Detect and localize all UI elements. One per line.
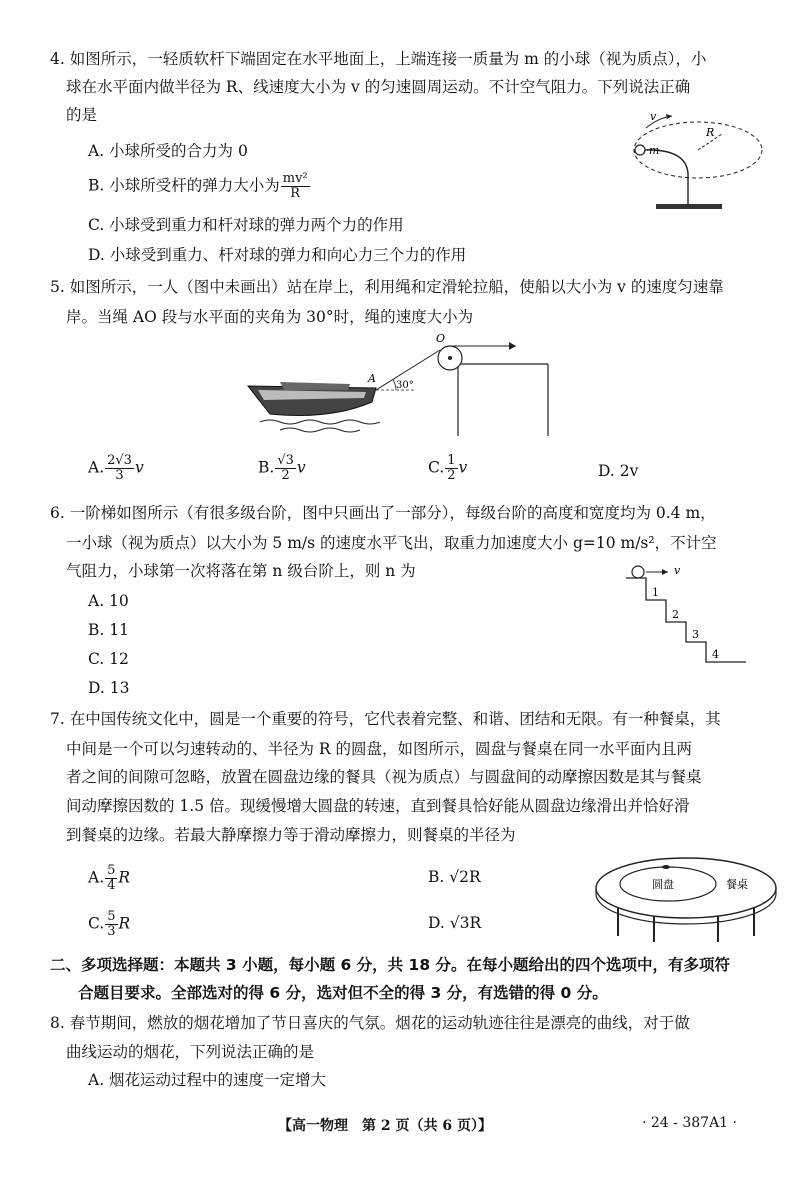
q5-label-o: O [436, 332, 446, 345]
q5-option-b [258, 454, 306, 483]
q4-option-b-fraction [281, 172, 310, 201]
q4-ball [635, 145, 645, 155]
q5-figure-boat-pulley [240, 332, 560, 442]
q5-pull-arrowhead [509, 342, 516, 350]
q6-label-v: v [674, 564, 681, 577]
q5-water-wave-1 [260, 420, 380, 424]
q5-option-c-numerator: 1 [447, 453, 456, 468]
q7-option-a-numerator: 5 [107, 863, 116, 878]
q4-option-b-text: B. 小球所受杆的弹力大小为 [88, 176, 280, 195]
q7-stem-line5: 到餐桌的边缘。若最大静摩擦力等于滑动摩擦力，则餐桌的半径为 [66, 826, 516, 844]
page-footer-center: 【高一物理 第 2 页（共 6 页）】 [278, 1118, 492, 1134]
q7-stem-line4: 间动摩擦因数的 1.5 倍。现缓慢增大圆盘的转速，直到餐具恰好能从圆盘边缘滑出并恰好滑 [66, 797, 690, 815]
q5-option-c-denominator: 2 [447, 468, 456, 483]
q4-option-a: A. 小球所受的合力为 0 [88, 142, 248, 160]
q7-option-a-denominator: 4 [107, 878, 116, 893]
q4-stem-line2: 球在水平面内做半径为 R、线速度大小为 v 的匀速圆周运动。不计空气阻力。下列说法正确 [66, 78, 691, 96]
q7-option-c [88, 910, 130, 939]
q4-stem-line1: 4. 如图所示，一轻质软杆下端固定在水平地面上，上端连接一质量为 m 的小球（视为质点），小 [50, 50, 707, 68]
q7-tableware [662, 865, 670, 869]
q6-option-b: B. 11 [88, 621, 129, 639]
q5-water-wave-2 [280, 428, 360, 432]
q7-option-d: D. √3R [428, 914, 482, 932]
section2-instructions-line2: 合题目要求。全部选对的得 6 分，选对但不全的得 3 分，有选错的得 0 分。 [78, 984, 608, 1002]
q5-option-c-var: v [458, 458, 468, 477]
q8-option-a: A. 烟花运动过程中的速度一定增大 [88, 1071, 327, 1089]
q7-option-a-var: R [118, 868, 131, 887]
q5-option-b-denominator: 2 [281, 468, 290, 483]
q7-label-disk: 圆盘 [652, 878, 674, 891]
q4-velocity-arrowhead [666, 114, 672, 119]
q5-option-c-letter: C. [428, 458, 445, 477]
q4-option-d: D. 小球受到重力、杆对球的弹力和向心力三个力的作用 [88, 246, 467, 264]
q6-stem-line2: 一小球（视为质点）以大小为 5 m/s 的速度水平飞出，取重力加速度大小 g=10 m/s²，不计空 [66, 534, 717, 552]
q6-figure-stairs [622, 560, 752, 668]
q6-option-d: D. 13 [88, 679, 130, 697]
q6-ball [632, 566, 644, 578]
q7-option-c-fraction [105, 910, 117, 939]
q5-label-angle: 30° [396, 380, 414, 391]
q4-option-b-denominator: R [290, 186, 301, 201]
q7-option-c-letter: C. [88, 914, 105, 933]
q4-option-b [88, 172, 311, 201]
q7-option-c-numerator: 5 [107, 909, 116, 924]
q7-label-table: 餐桌 [726, 878, 748, 891]
q5-option-a-var: v [134, 458, 144, 477]
q5-option-c-fraction [445, 454, 457, 483]
q7-stem-line3: 者之间的间隙可忽略，放置在圆盘边缘的餐具（视为质点）与圆盘间的动摩擦因数是其与餐桌 [66, 768, 702, 786]
q5-option-b-var: v [296, 458, 306, 477]
q4-ground [656, 204, 722, 209]
q4-label-v: v [650, 110, 657, 123]
q5-option-b-fraction [275, 454, 296, 483]
q6-option-c: C. 12 [88, 650, 129, 668]
q7-option-a-fraction [105, 864, 117, 893]
q5-boat-cabin [280, 382, 350, 390]
q5-pulley-axle [448, 356, 452, 360]
q4-option-b-numerator: mv² [282, 171, 308, 186]
q5-option-a-fraction [105, 454, 134, 483]
q4-label-m: m [649, 144, 660, 157]
q5-stem-line2: 岸。当绳 AO 段与水平面的夹角为 30°时，绳的速度大小为 [66, 308, 474, 326]
q5-option-a-denominator: 3 [115, 468, 124, 483]
q5-option-a [88, 454, 144, 483]
q6-step-label-1: 1 [652, 586, 659, 599]
q6-step-label-2: 2 [672, 608, 679, 621]
q5-option-d: D. 2v [598, 462, 639, 480]
q5-label-a: A [368, 372, 376, 385]
q5-option-b-letter: B. [258, 458, 275, 477]
q7-stem-line1: 7. 在中国传统文化中，圆是一个重要的符号，它代表着完整、和谐、团结和无限。有一种餐桌，其 [50, 710, 721, 728]
q7-option-a [88, 864, 130, 893]
q4-label-r: R [706, 126, 715, 139]
q7-option-c-var: R [118, 914, 131, 933]
q8-stem-line1: 8. 春节期间，燃放的烟花增加了节日喜庆的气氛。烟花的运动轨迹往往是漂亮的曲线，对于做 [50, 1014, 690, 1032]
q7-option-a-letter: A. [88, 868, 105, 887]
q7-option-c-denominator: 3 [107, 924, 116, 939]
q5-option-c [428, 454, 467, 483]
q5-option-a-letter: A. [88, 458, 105, 477]
q4-stem-line3: 的是 [66, 106, 98, 124]
q7-stem-line2: 中间是一个可以匀速转动的、半径为 R 的圆盘，如图所示，圆盘与餐桌在同一水平面内且两 [66, 740, 693, 758]
q7-option-b: B. √2R [428, 868, 481, 886]
q6-step-label-3: 3 [692, 628, 699, 641]
q6-stem-line1: 6. 一阶梯如图所示（有很多级台阶，图中只画出了一部分），每级台阶的高度和宽度均为 0.4 m， [50, 504, 716, 522]
q6-stair-profile [626, 578, 746, 662]
q5-stem-line1: 5. 如图所示，一人（图中未画出）站在岸上，利用绳和定滑轮拉船，使船以大小为 v 的速度匀速靠 [50, 278, 724, 296]
q6-stem-line3: 气阻力，小球第一次将落在第 n 级台阶上，则 n 为 [66, 562, 416, 580]
q6-option-a: A. 10 [88, 592, 129, 610]
q6-velocity-arrowhead [662, 569, 668, 575]
q6-step-label-4: 4 [712, 648, 719, 661]
q4-option-c: C. 小球受到重力和杆对球的弹力两个力的作用 [88, 216, 404, 234]
q5-option-b-numerator: √3 [277, 453, 294, 468]
section2-instructions-line1: 二、多项选择题：本题共 3 小题，每小题 6 分，共 18 分。在每小题给出的四个选项中，有多项符 [50, 956, 731, 974]
q8-stem-line2: 曲线运动的烟花，下列说法正确的是 [66, 1043, 315, 1061]
q5-option-a-numerator: 2√3 [107, 453, 132, 468]
q7-figure-dining-table [588, 852, 784, 944]
q4-figure-rod-ball [620, 108, 780, 216]
page-footer-code: · 24 - 387A1 · [642, 1115, 737, 1131]
